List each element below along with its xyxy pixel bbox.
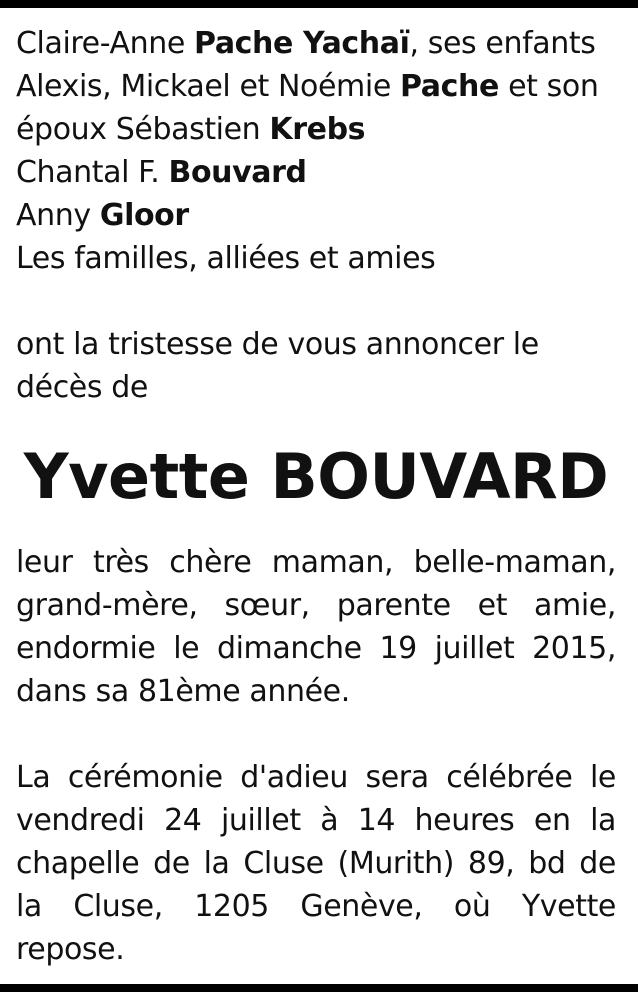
- family-line: [16, 151, 616, 194]
- top-border: [0, 0, 638, 8]
- family-first-name: Alexis, Mickael et Noémie: [16, 69, 401, 104]
- description-line: dans sa 81ème année.: [16, 674, 350, 709]
- families-block: [16, 22, 616, 280]
- deceased-name: Yvette BOUVARD: [23, 440, 609, 513]
- family-first-name: Chantal F.: [16, 155, 169, 190]
- ceremony-line: repose.: [16, 932, 125, 967]
- family-surname: Pache: [400, 69, 499, 104]
- family-surname: Gloor: [99, 198, 189, 233]
- family-line: [16, 194, 616, 237]
- death-notice: [16, 22, 616, 971]
- family-first-name: époux Sébastien: [16, 112, 270, 147]
- family-first-name: Claire-Anne: [16, 26, 195, 61]
- ceremony-line: vendredi 24 juillet à 14 heures en la: [16, 803, 616, 838]
- family-line: [16, 108, 616, 151]
- family-first-name: Anny: [16, 198, 100, 233]
- family-surname: Bouvard: [168, 155, 307, 190]
- family-text: et son: [498, 69, 599, 104]
- family-line: [16, 65, 616, 108]
- description-line: endormie le dimanche 19 juillet 2015,: [16, 631, 616, 666]
- family-surname: Pache Yachaï: [194, 26, 410, 61]
- family-line: [16, 22, 616, 65]
- bottom-border: [0, 984, 638, 992]
- announcement-block: [16, 323, 616, 409]
- ceremony-line: chapelle de la Cluse (Murith) 89, bd de: [16, 846, 616, 881]
- announcement-line: décès de: [16, 370, 148, 405]
- family-surname: Krebs: [269, 112, 366, 147]
- family-line: Les familles, alliées et amies: [16, 241, 436, 276]
- description-line: leur très chère maman, belle-maman,: [16, 545, 616, 580]
- description-line: grand-mère, sœur, parente et amie,: [16, 588, 616, 623]
- family-text: , ses enfants: [409, 26, 596, 61]
- ceremony-paragraph: [16, 756, 616, 971]
- ceremony-line: La cérémonie d'adieu sera célébrée le: [16, 760, 616, 795]
- announcement-line: ont la tristesse de vous annoncer le: [16, 327, 539, 362]
- description-paragraph: [16, 541, 616, 713]
- ceremony-line: la Cluse, 1205 Genève, où Yvette: [16, 889, 616, 924]
